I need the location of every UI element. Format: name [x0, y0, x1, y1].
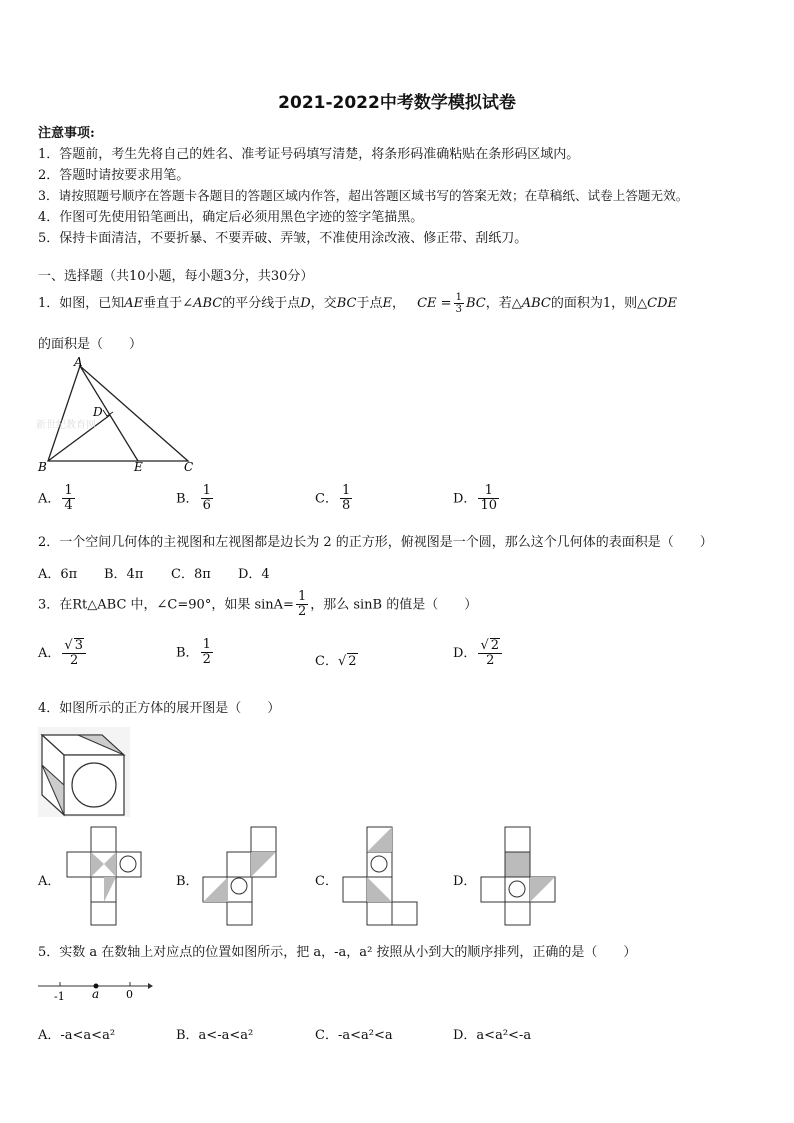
option-A[interactable]: A． $\frac{1}{4}$	[38, 483, 73, 514]
option-B[interactable]: B． $\frac{1}{2}$	[176, 637, 211, 668]
question-5-text: 5．实数 a 在数轴上对应点的位置如图所示，把 a，-a，a² 按照从小到大的顺序排列，正确的是（ ）	[38, 945, 637, 960]
label-E: E	[134, 460, 143, 474]
option-A[interactable]: A．	[38, 874, 61, 889]
label-C: C	[184, 460, 194, 474]
question-2-text: 2．一个空间几何体的主视图和左视图都是边长为 2 的正方形，俯视图是一个圆，那么这个几何体的表面积是（ ）	[38, 535, 713, 550]
point-label: a	[92, 987, 100, 1001]
note-item: 3．请按照题号顺序在答题卡各题目的答题区域内作答，超出答题区域书写的答案无效；在草稿纸、试卷上答题无效。	[38, 188, 689, 203]
cube-figure	[38, 727, 130, 817]
option-B[interactable]: B．a<-a<a²	[176, 1028, 254, 1043]
option-D[interactable]: D．a<a²<-a	[453, 1028, 532, 1043]
option-D[interactable]: D．	[453, 874, 477, 889]
option-D[interactable]: D．4	[238, 567, 270, 582]
option-C[interactable]: C． $\frac{1}{8}$	[315, 483, 351, 514]
option-C[interactable]: C．√ 2	[315, 654, 357, 669]
option-B[interactable]: B． $\frac{1}{6}$	[176, 483, 211, 514]
net-B-figure	[202, 826, 280, 926]
notes-heading: 注意事项:	[38, 126, 95, 141]
option-B[interactable]: B．4π	[104, 567, 144, 582]
option-C[interactable]: C．-a<a²<a	[315, 1028, 393, 1043]
option-B[interactable]: B．	[176, 874, 199, 889]
number-line-figure	[38, 976, 153, 1004]
question-3-text: 3．在Rt△ABC 中，∠C=90°，如果 sinA= $\frac{1}{2}$ ，那么 sinB 的值是（ ）	[38, 589, 478, 620]
note-item: 1．答题前，考生先将自己的姓名、准考证号码填写清楚，将条形码准确粘贴在条形码区域内。	[38, 147, 580, 162]
question-4-text: 4．如图所示的正方体的展开图是（ ）	[38, 701, 281, 716]
watermark-text: 新世纪教育网	[36, 420, 96, 431]
net-D-figure	[480, 826, 558, 926]
option-A[interactable]: A．-a<a<a²	[38, 1028, 116, 1043]
note-item: 4．作图可先使用铅笔画出，确定后必须用黑色字迹的签字笔描黑。	[38, 210, 424, 225]
tick-label: 0	[126, 988, 133, 1001]
option-D[interactable]: D． $\frac{1}{10}$	[453, 483, 497, 514]
tick-label: -1	[54, 990, 65, 1003]
note-item: 2．答题时请按要求用笔。	[38, 168, 190, 183]
section-header: 一、选择题（共10小题，每小题3分，共30分）	[38, 269, 314, 284]
label-A: A	[74, 355, 83, 369]
question-1-text: 1．如图，已知AE垂直于∠ABC的平分线于点D，交BC于点E， CE = $\frac{1}{3}$ BC，若△ABC的面积为1，则△CDE	[38, 292, 677, 315]
option-C[interactable]: C．8π	[171, 567, 211, 582]
page-title: 2021-2022中考数学模拟试卷	[278, 93, 516, 113]
note-item: 5．保持卡面清洁，不要折暴、不要弄破、弄皱，不准使用涂改液、修正带、刮纸刀。	[38, 231, 528, 246]
net-C-figure	[342, 826, 420, 926]
option-C[interactable]: C．	[315, 874, 338, 889]
option-A[interactable]: A．6π	[38, 567, 78, 582]
question-1-line2: 的面积是（ ）	[38, 337, 143, 352]
triangle-figure	[30, 355, 210, 478]
net-A-figure	[66, 826, 144, 926]
label-D: D	[93, 405, 103, 419]
option-A[interactable]: A． $\frac{√ 3}{2}$	[38, 638, 88, 669]
label-B: B	[38, 460, 47, 474]
option-D[interactable]: D． $\frac{√ 2}{2}$	[453, 638, 504, 669]
